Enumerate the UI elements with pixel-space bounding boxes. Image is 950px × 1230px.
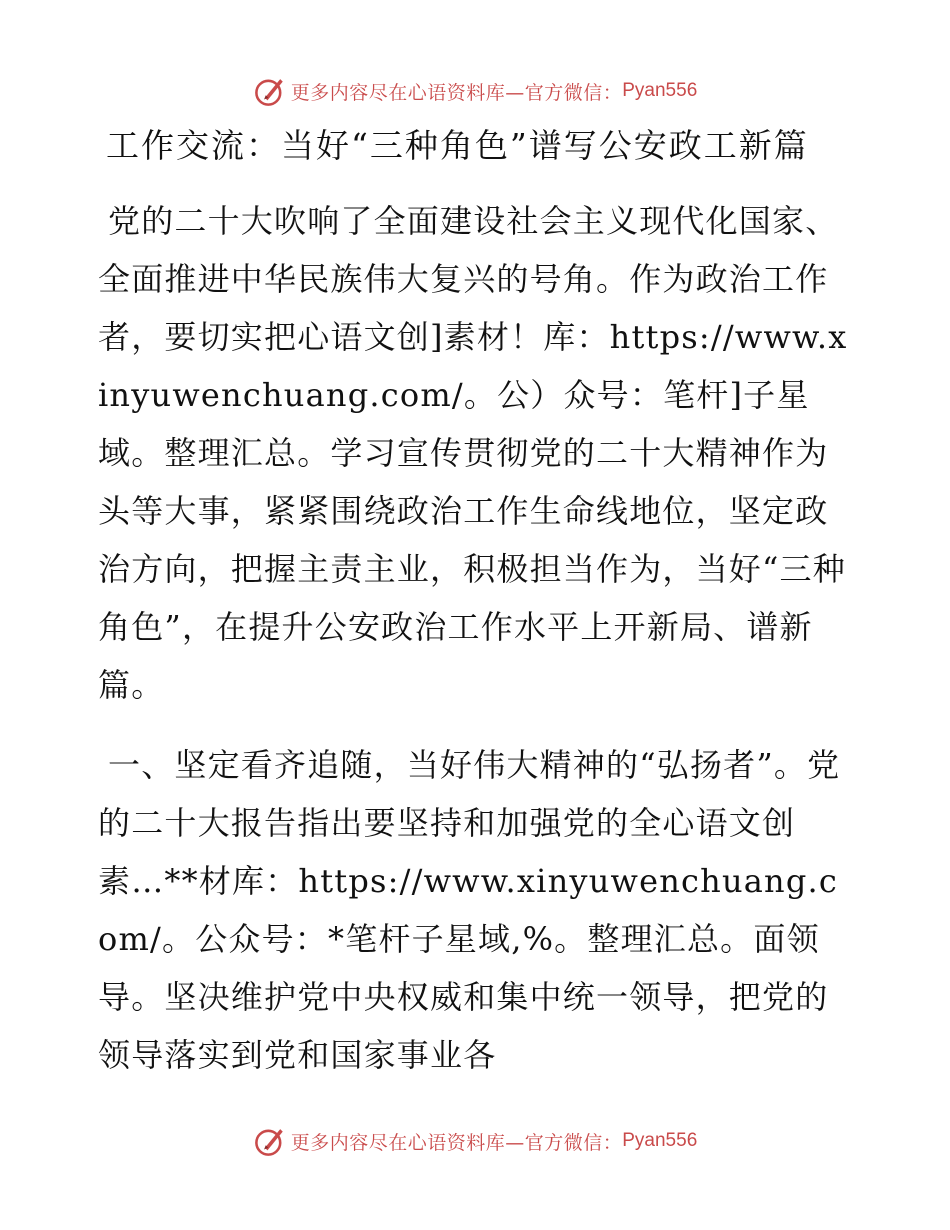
header-banner: [0, 71, 950, 111]
header-banner-text: 更多内容尽在心语资料库—官方微信：: [290, 81, 623, 104]
quill-logo-icon: [253, 74, 287, 108]
header-banner-id: Pyan556: [622, 80, 698, 101]
paragraph-section-one-text: 一、坚定看齐追随，当好伟大精神的“弘扬者”。党的二十大报告指出要坚持和加强党的全心语文创素…**材库：https://www.xinyuwenchuang.com/。公众号：*笔杆子星域,%。整理汇总。面领导。坚决维护党中央权威和集中统一领导，把党的领导落实到党和国家事业各: [98, 746, 841, 1074]
paragraph-intro-text: 党的二十大吹响了全面建设社会主义现代化国家、全面推进中华民族伟大复兴的号角。作为政治工作者，要切实把心语文创]素材！库：https://www.xinyuwenchuang.com/。公）众号：笔杆]子星域。整理汇总。学习宣传贯彻党的二十大精神作为头等大事，紧紧围绕政治工作生命线地位，坚定政治方向，把握主责主业，积极担当作为，当好“三种角色”，在提升公安政治工作水平上开新局、谱新篇。: [98, 202, 848, 704]
document-title: 工作交流：当好“三种角色”谱写公安政工新篇: [106, 126, 809, 165]
paragraph-intro: [98, 192, 850, 714]
quill-logo-icon: [253, 1124, 287, 1158]
paragraph-section-one: [98, 736, 850, 1084]
footer-banner: [0, 1121, 950, 1161]
footer-banner-text: 更多内容尽在心语资料库—官方微信：: [290, 1131, 623, 1154]
footer-banner-id: Pyan556: [622, 1130, 698, 1151]
